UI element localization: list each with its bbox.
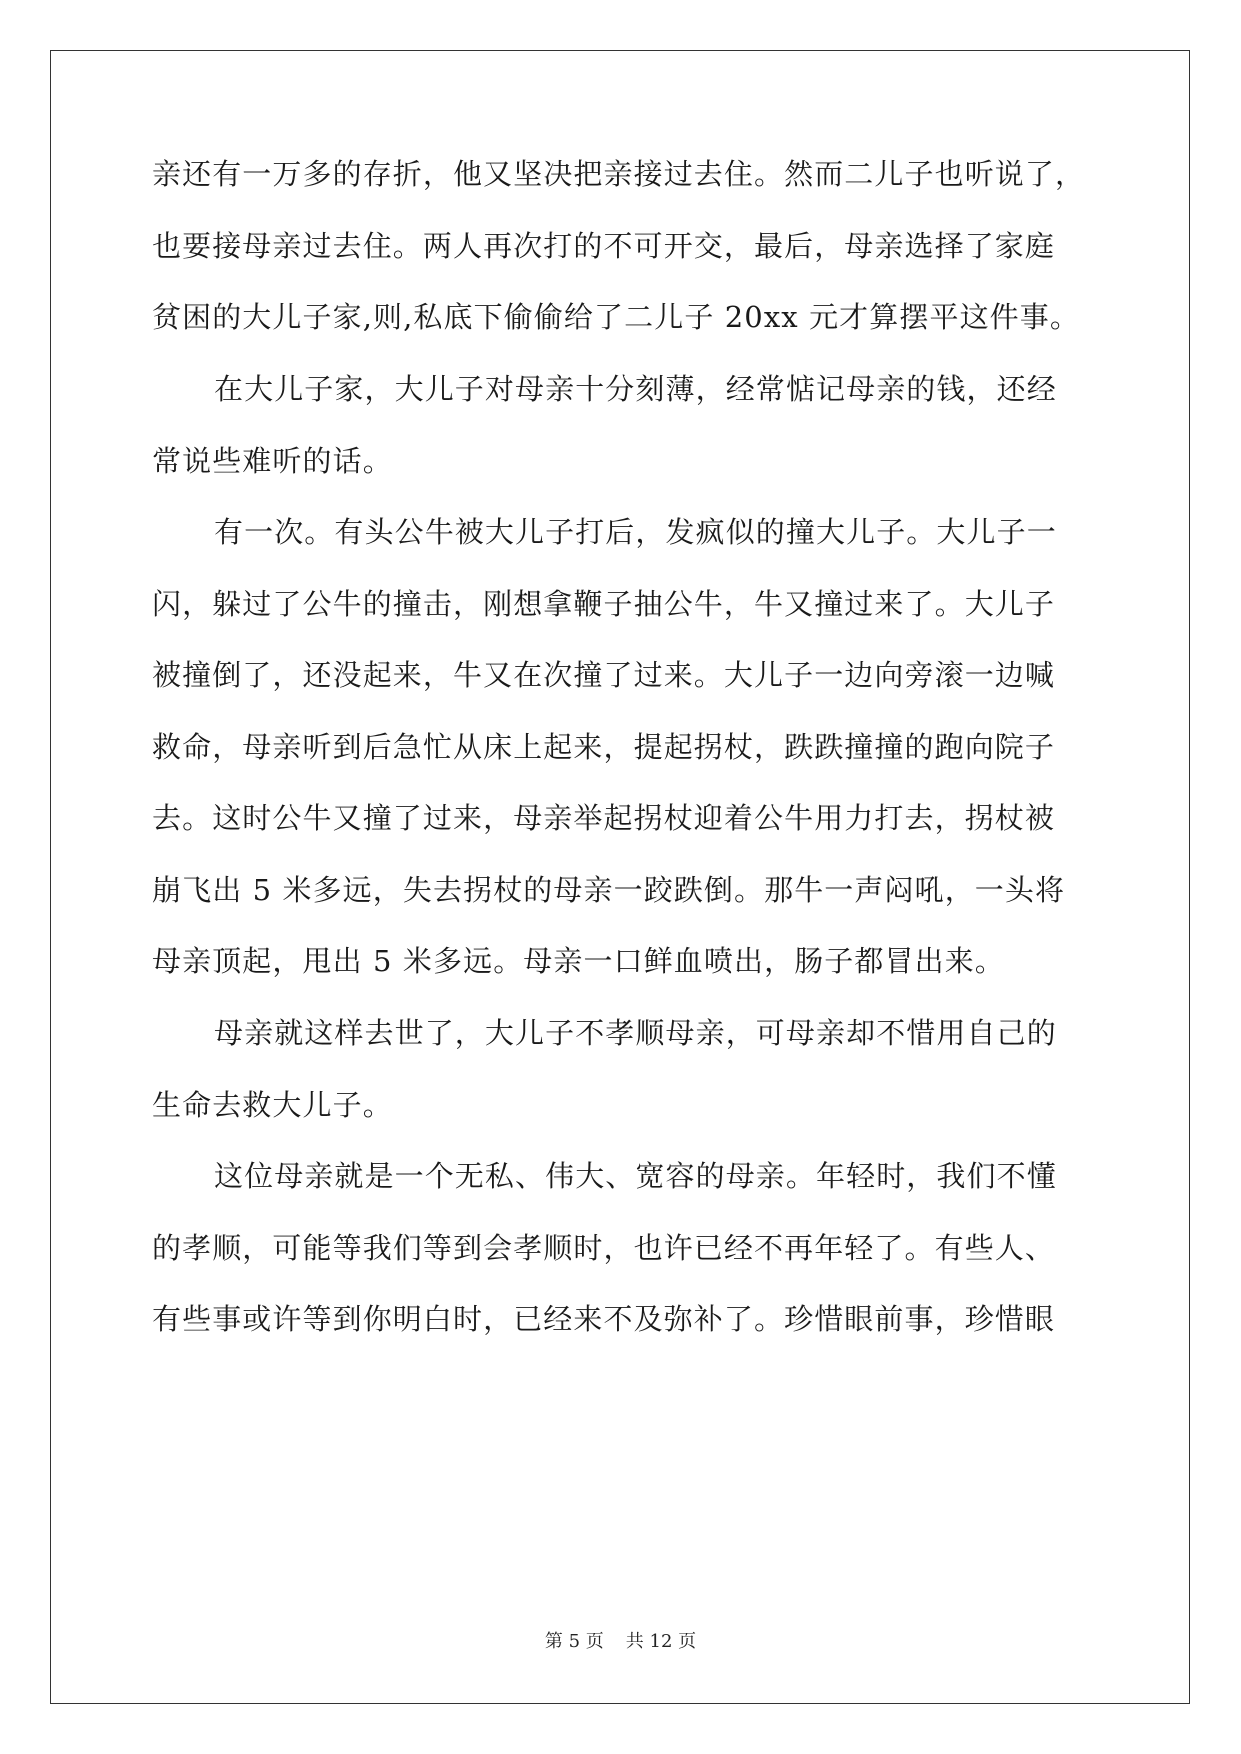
text-line: 去。这时公牛又撞了过来，母亲举起拐杖迎着公牛用力打去，拐杖被 <box>152 801 1056 835</box>
text-line: 被撞倒了，还没起来，牛又在次撞了过来。大儿子一边向旁滚一边喊 <box>152 658 1056 692</box>
text-line: 崩飞出 5 米多远，失去拐杖的母亲一跤跌倒。那牛一声闷吼，一头将 <box>152 873 1066 907</box>
paragraph-first-line: 这位母亲就是一个无私、伟大、宽容的母亲。年轻时，我们不懂 <box>214 1159 1057 1193</box>
text-line: 贫困的大儿子家,则,私底下偷偷给了二儿子 20xx 元才算摆平这件事。 <box>152 300 1080 334</box>
text-line: 的孝顺，可能等我们等到会孝顺时，也许已经不再年轻了。有些人、 <box>152 1231 1056 1265</box>
page-footer <box>0 1630 1241 1654</box>
page-number: 第 5 页 <box>544 1631 604 1652</box>
text-line: 也要接母亲过去住。两人再次打的不可开交，最后，母亲选择了家庭 <box>152 229 1056 263</box>
text-line: 亲还有一万多的存折，他又坚决把亲接过去住。然而二儿子也听说了， <box>152 157 1086 191</box>
text-line: 救命，母亲听到后急忙从床上起来，提起拐杖，跌跌撞撞的跑向院子 <box>152 730 1056 764</box>
text-line: 闪，躲过了公牛的撞击，刚想拿鞭子抽公牛，牛又撞过来了。大儿子 <box>152 587 1056 621</box>
page-total: 共 12 页 <box>625 1631 697 1652</box>
paragraph-first-line: 母亲就这样去世了，大儿子不孝顺母亲，可母亲却不惜用自己的 <box>214 1016 1057 1050</box>
paragraph-first-line: 在大儿子家，大儿子对母亲十分刻薄，经常惦记母亲的钱，还经 <box>214 372 1057 406</box>
text-line: 有些事或许等到你明白时，已经来不及弥补了。珍惜眼前事，珍惜眼 <box>152 1302 1056 1336</box>
text-line: 生命去救大儿子。 <box>152 1088 393 1122</box>
text-line: 母亲顶起，甩出 5 米多远。母亲一口鲜血喷出，肠子都冒出来。 <box>152 944 1005 978</box>
paragraph-first-line: 有一次。有头公牛被大儿子打后，发疯似的撞大儿子。大儿子一 <box>214 515 1057 549</box>
text-line: 常说些难听的话。 <box>152 444 393 478</box>
